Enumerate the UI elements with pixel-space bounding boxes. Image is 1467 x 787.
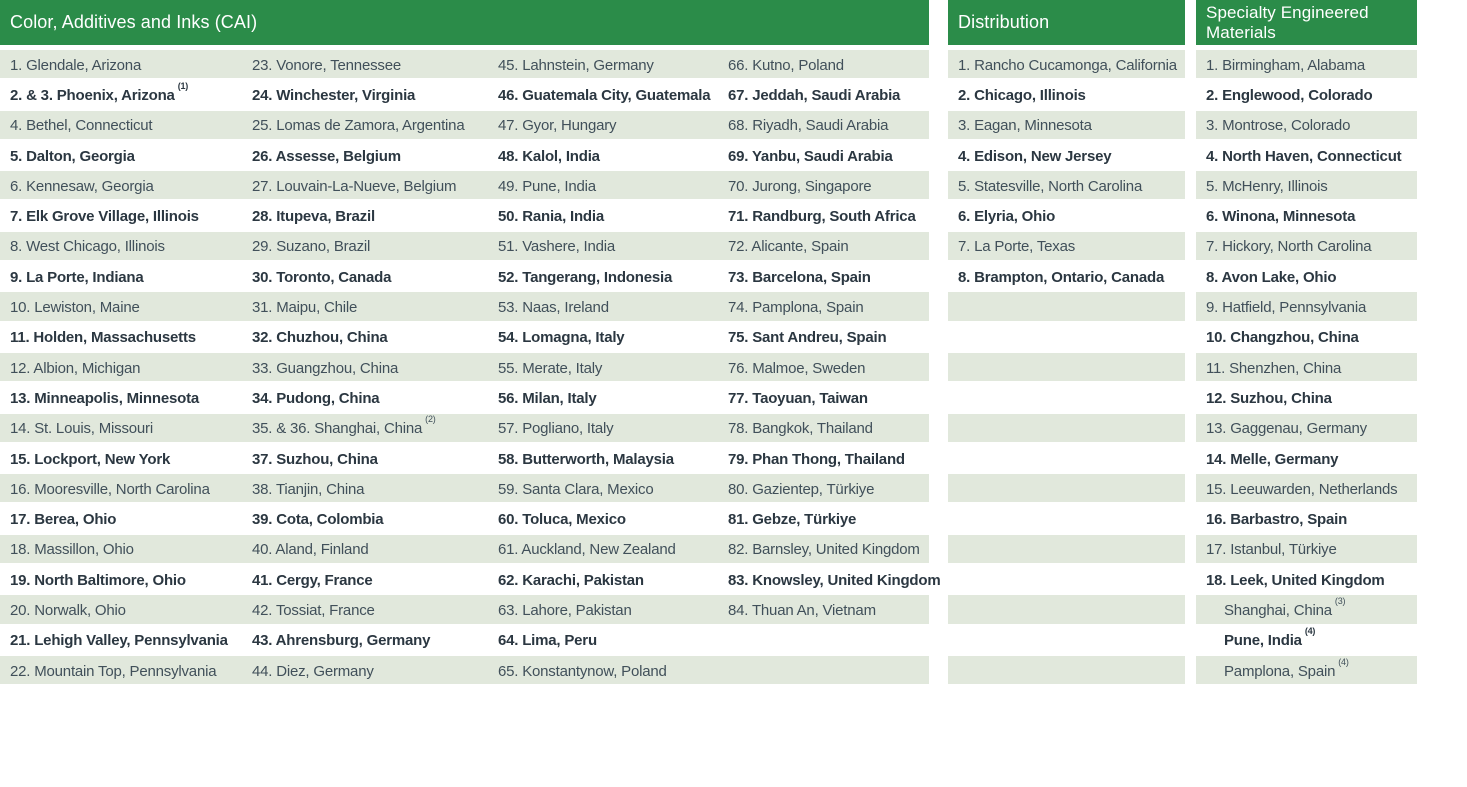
- location-label: 61. Auckland, New Zealand: [498, 541, 676, 559]
- location-label: 41. Cergy, France: [252, 571, 373, 589]
- location-label: 40. Aland, Finland: [252, 541, 369, 559]
- location-label: 2. Englewood, Colorado: [1206, 86, 1373, 104]
- location-label: 9. La Porte, Indiana: [10, 268, 144, 286]
- location-label: 6. Winona, Minnesota: [1206, 208, 1356, 226]
- location-cell: [948, 178, 1142, 195]
- location-label: 12. Albion, Michigan: [10, 359, 141, 377]
- location-label: 5. McHenry, Illinois: [1206, 177, 1328, 195]
- location-label: 74. Pamplona, Spain: [728, 299, 864, 317]
- footnote-superscript: (2): [425, 414, 436, 425]
- location-label: 54. Lomagna, Italy: [498, 329, 625, 347]
- location-cell: [242, 57, 488, 74]
- location-cell: [1196, 626, 1316, 650]
- table-row: [948, 171, 1185, 201]
- table-row: [948, 292, 1185, 322]
- table-row: [0, 444, 929, 474]
- table-row: [948, 626, 1185, 656]
- table-row: [948, 262, 1185, 292]
- location-cell: [1196, 329, 1359, 346]
- location-cell: [1196, 57, 1365, 74]
- location-cell: [948, 148, 1111, 165]
- location-cell: [488, 541, 718, 558]
- location-label: 6. Elyria, Ohio: [958, 208, 1056, 226]
- table-row: [0, 535, 929, 565]
- location-cell: [488, 299, 718, 316]
- footnote-superscript: (3): [1334, 595, 1346, 606]
- location-cell: [1196, 420, 1367, 437]
- location-cell: [0, 329, 242, 346]
- sem-rows: [1196, 50, 1417, 686]
- table-row: [948, 656, 1185, 686]
- location-cell: [488, 572, 718, 589]
- table-row: [948, 383, 1185, 413]
- location-label: 21. Lehigh Valley, Pennsylvania: [10, 632, 228, 650]
- table-row: [0, 262, 929, 292]
- location-label: 2. & 3. Phoenix, Arizona: [10, 86, 175, 104]
- location-label: 10. Changzhou, China: [1206, 329, 1359, 347]
- location-label: 58. Butterworth, Malaysia: [498, 450, 674, 468]
- table-row: [0, 292, 929, 322]
- location-label: 72. Alicante, Spain: [728, 238, 849, 256]
- location-label: 68. Riyadh, Saudi Arabia: [728, 117, 889, 135]
- footnote-superscript: (4): [1338, 656, 1349, 667]
- location-label: 4. North Haven, Connecticut: [1206, 147, 1402, 165]
- location-cell: [242, 117, 488, 134]
- location-label: 1. Rancho Cucamonga, California: [958, 56, 1177, 74]
- table-row: [948, 565, 1185, 595]
- table-row: [1196, 565, 1417, 595]
- table-row: [1196, 414, 1417, 444]
- location-cell: [0, 269, 242, 286]
- location-cell: [488, 451, 718, 468]
- location-label: 60. Toluca, Mexico: [498, 511, 626, 529]
- distribution-rows: [948, 50, 1185, 686]
- table-row: [0, 80, 929, 110]
- location-cell: [488, 87, 718, 104]
- location-label: 56. Milan, Italy: [498, 389, 597, 407]
- location-label: 13. Gaggenau, Germany: [1206, 420, 1367, 438]
- location-cell: [1196, 208, 1355, 225]
- location-cell: [242, 269, 488, 286]
- location-label: 70. Jurong, Singapore: [728, 177, 872, 195]
- location-cell: [718, 481, 929, 498]
- table-row: [948, 141, 1185, 171]
- location-cell: [488, 602, 718, 619]
- location-cell: [242, 238, 488, 255]
- location-cell: [242, 148, 488, 165]
- location-cell: [1196, 269, 1336, 286]
- table-row: [1196, 111, 1417, 141]
- location-label: 39. Cota, Colombia: [252, 511, 384, 529]
- table-row: [0, 504, 929, 534]
- location-cell: [242, 541, 488, 558]
- location-label: 26. Assesse, Belgium: [252, 147, 401, 165]
- location-label: 38. Tianjin, China: [252, 480, 365, 498]
- location-cell: [0, 420, 242, 437]
- location-label: 57. Pogliano, Italy: [498, 420, 614, 438]
- location-label: 17. Istanbul, Türkiye: [1206, 541, 1337, 559]
- location-cell: [948, 238, 1075, 255]
- location-label: 51. Vashere, India: [498, 238, 616, 256]
- sem-section-header: Specialty Engineered Materials: [1196, 0, 1417, 45]
- location-label: 5. Statesville, North Carolina: [958, 177, 1143, 195]
- location-label: 81. Gebze, Türkiye: [728, 511, 857, 529]
- table-row: [0, 232, 929, 262]
- table-row: [0, 626, 929, 656]
- location-label: 15. Leeuwarden, Netherlands: [1206, 480, 1398, 498]
- table-row: [0, 323, 929, 353]
- location-cell: [488, 238, 718, 255]
- location-label: 18. Massillon, Ohio: [10, 541, 134, 559]
- location-label: 10. Lewiston, Maine: [10, 299, 140, 317]
- table-row: [0, 565, 941, 595]
- location-cell: [718, 208, 929, 225]
- location-cell: [1196, 87, 1372, 104]
- location-label: 24. Winchester, Virginia: [252, 86, 416, 104]
- cai-section-header: Color, Additives and Inks (CAI): [0, 0, 929, 45]
- location-cell: [242, 451, 488, 468]
- section-specialty-engineered-materials: [1196, 0, 1417, 686]
- location-label: 52. Tangerang, Indonesia: [498, 268, 673, 286]
- table-row: [1196, 232, 1417, 262]
- location-label: 47. Gyor, Hungary: [498, 117, 617, 135]
- location-label: Pamplona, Spain: [1224, 662, 1336, 680]
- location-label: 77. Taoyuan, Taiwan: [728, 389, 868, 407]
- location-cell: [242, 208, 488, 225]
- table-row: [948, 201, 1185, 231]
- location-cell: [488, 208, 718, 225]
- table-row: [948, 232, 1185, 262]
- location-cell: [0, 238, 242, 255]
- table-row: [0, 414, 929, 444]
- location-cell: [718, 451, 929, 468]
- location-cell: [0, 572, 242, 589]
- location-cell: [0, 80, 242, 104]
- location-label: 44. Diez, Germany: [252, 662, 374, 680]
- location-label: 30. Toronto, Canada: [252, 268, 392, 286]
- location-cell: [0, 481, 242, 498]
- table-row: [1196, 656, 1417, 686]
- location-label: Shanghai, China: [1224, 601, 1332, 619]
- table-row: [948, 353, 1185, 383]
- location-label: 42. Tossiat, France: [252, 601, 375, 619]
- location-cell: [1196, 656, 1349, 680]
- location-cell: [718, 178, 929, 195]
- location-cell: [242, 414, 488, 438]
- location-label: 7. Elk Grove Village, Illinois: [10, 208, 199, 226]
- location-cell: [242, 360, 488, 377]
- location-cell: [488, 390, 718, 407]
- location-label: 8. West Chicago, Illinois: [10, 238, 165, 256]
- table-row: [1196, 201, 1417, 231]
- location-label: 1. Birmingham, Alabama: [1206, 56, 1366, 74]
- location-cell: [948, 269, 1164, 286]
- location-cell: [0, 360, 242, 377]
- location-cell: [718, 329, 929, 346]
- location-cell: [242, 329, 488, 346]
- location-cell: [0, 632, 242, 649]
- location-label: 84. Thuan An, Vietnam: [728, 601, 876, 619]
- location-cell: [0, 148, 242, 165]
- location-cell: [718, 572, 940, 589]
- location-cell: [488, 481, 718, 498]
- location-label: 27. Louvain-La-Nueve, Belgium: [252, 177, 457, 195]
- location-cell: [1196, 481, 1397, 498]
- location-cell: [0, 208, 242, 225]
- location-cell: [488, 329, 718, 346]
- location-cell: [0, 57, 242, 74]
- table-row: [948, 80, 1185, 110]
- footnote-superscript: (1): [177, 80, 189, 91]
- location-cell: [718, 269, 929, 286]
- location-label: 17. Berea, Ohio: [10, 511, 117, 529]
- location-label: 23. Vonore, Tennessee: [252, 56, 401, 74]
- location-cell: [1196, 178, 1328, 195]
- location-label: 45. Lahnstein, Germany: [498, 56, 654, 74]
- location-cell: [0, 117, 242, 134]
- location-label: 7. La Porte, Texas: [958, 238, 1076, 256]
- location-cell: [718, 117, 929, 134]
- table-row: [948, 535, 1185, 565]
- location-cell: [488, 178, 718, 195]
- table-row: [0, 383, 929, 413]
- location-cell: [1196, 148, 1401, 165]
- location-cell: [242, 87, 488, 104]
- location-cell: [1196, 390, 1332, 407]
- location-cell: [718, 57, 929, 74]
- location-label: 48. Kalol, India: [498, 147, 600, 165]
- table-row: [1196, 504, 1417, 534]
- location-cell: [488, 269, 718, 286]
- location-cell: [242, 299, 488, 316]
- location-cell: [1196, 299, 1366, 316]
- location-cell: [718, 148, 929, 165]
- location-cell: [1196, 360, 1341, 377]
- location-cell: [488, 663, 718, 680]
- location-cell: [1196, 541, 1337, 558]
- location-label: 14. Melle, Germany: [1206, 450, 1339, 468]
- location-label: 65. Konstantynow, Poland: [498, 662, 667, 680]
- location-cell: [0, 663, 242, 680]
- location-label: 69. Yanbu, Saudi Arabia: [728, 147, 893, 165]
- table-row: [1196, 444, 1417, 474]
- location-label: 62. Karachi, Pakistan: [498, 571, 644, 589]
- location-label: 11. Shenzhen, China: [1206, 359, 1342, 377]
- location-label: 8. Avon Lake, Ohio: [1206, 268, 1337, 286]
- location-cell: [488, 148, 718, 165]
- location-label: 63. Lahore, Pakistan: [498, 601, 632, 619]
- location-cell: [488, 511, 718, 528]
- location-label: 34. Pudong, China: [252, 389, 380, 407]
- location-cell: [0, 299, 242, 316]
- location-label: 3. Montrose, Colorado: [1206, 117, 1351, 135]
- location-label: 71. Randburg, South Africa: [728, 208, 916, 226]
- location-label: 16. Barbastro, Spain: [1206, 511, 1348, 529]
- location-label: 75. Sant Andreu, Spain: [728, 329, 887, 347]
- location-cell: [488, 57, 718, 74]
- cai-rows: [0, 50, 941, 686]
- location-cell: [1196, 511, 1347, 528]
- table-row: [948, 323, 1185, 353]
- location-cell: [0, 178, 242, 195]
- location-label: 83. Knowsley, United Kingdom: [728, 571, 941, 589]
- location-cell: [242, 632, 488, 649]
- location-cell: [0, 541, 242, 558]
- location-label: 3. Eagan, Minnesota: [958, 117, 1092, 135]
- location-cell: [242, 663, 488, 680]
- location-label: 66. Kutno, Poland: [728, 56, 844, 74]
- location-cell: [1196, 595, 1346, 619]
- location-label: 32. Chuzhou, China: [252, 329, 388, 347]
- location-cell: [488, 117, 718, 134]
- location-cell: [718, 360, 929, 377]
- location-label: 1. Glendale, Arizona: [10, 56, 142, 74]
- table-row: [1196, 535, 1417, 565]
- location-cell: [0, 511, 242, 528]
- location-label: 12. Suzhou, China: [1206, 389, 1332, 407]
- location-label: 37. Suzhou, China: [252, 450, 378, 468]
- table-row: [0, 353, 929, 383]
- location-cell: [488, 632, 718, 649]
- table-row: [1196, 383, 1417, 413]
- table-row: [948, 50, 1185, 80]
- table-row: [0, 474, 929, 504]
- location-cell: [242, 602, 488, 619]
- location-label: 9. Hatfield, Pennsylvania: [1206, 299, 1367, 317]
- table-row: [1196, 474, 1417, 504]
- table-row: [0, 111, 929, 141]
- location-cell: [718, 420, 929, 437]
- table-row: [948, 111, 1185, 141]
- location-label: 35. & 36. Shanghai, China: [252, 420, 423, 438]
- location-label: 67. Jeddah, Saudi Arabia: [728, 86, 901, 104]
- location-label: 59. Santa Clara, Mexico: [498, 480, 654, 498]
- location-label: 14. St. Louis, Missouri: [10, 420, 153, 438]
- table-row: [1196, 323, 1417, 353]
- location-cell: [488, 420, 718, 437]
- location-label: 16. Mooresville, North Carolina: [10, 480, 210, 498]
- table-row: [1196, 595, 1417, 625]
- location-cell: [0, 390, 242, 407]
- distribution-section-header: Distribution: [948, 0, 1185, 45]
- location-cell: [242, 390, 488, 407]
- location-label: 11. Holden, Massachusetts: [10, 329, 196, 347]
- table-row: [948, 474, 1185, 504]
- table-row: [948, 595, 1185, 625]
- location-cell: [1196, 451, 1338, 468]
- location-cell: [242, 481, 488, 498]
- table-row: [0, 201, 929, 231]
- location-label: 6. Kennesaw, Georgia: [10, 177, 154, 195]
- location-label: 4. Bethel, Connecticut: [10, 117, 153, 135]
- location-label: 46. Guatemala City, Guatemala: [498, 86, 711, 104]
- location-label: 5. Dalton, Georgia: [10, 147, 135, 165]
- location-label: 43. Ahrensburg, Germany: [252, 632, 431, 650]
- location-label: 20. Norwalk, Ohio: [10, 601, 126, 619]
- location-cell: [948, 87, 1086, 104]
- footnote-superscript: (4): [1304, 626, 1316, 637]
- location-label: 78. Bangkok, Thailand: [728, 420, 873, 438]
- table-row: [1196, 626, 1417, 656]
- location-label: 31. Maipu, Chile: [252, 299, 358, 317]
- table-row: [948, 504, 1185, 534]
- location-cell: [242, 511, 488, 528]
- location-cell: [718, 541, 929, 558]
- location-label: 82. Barnsley, United Kingdom: [728, 541, 920, 559]
- location-label: 80. Gazientep, Türkiye: [728, 480, 875, 498]
- location-label: Pune, India: [1224, 632, 1302, 650]
- table-row: [1196, 141, 1417, 171]
- table-row: [0, 595, 929, 625]
- location-cell: [948, 117, 1092, 134]
- location-label: 15. Lockport, New York: [10, 450, 171, 468]
- location-cell: [0, 451, 242, 468]
- location-label: 2. Chicago, Illinois: [958, 86, 1086, 104]
- location-label: 73. Barcelona, Spain: [728, 268, 871, 286]
- table-row: [1196, 262, 1417, 292]
- table-row: [0, 50, 929, 80]
- table-row: [1196, 80, 1417, 110]
- location-cell: [488, 360, 718, 377]
- location-cell: [242, 572, 488, 589]
- table-row: [1196, 50, 1417, 80]
- location-cell: [948, 57, 1177, 74]
- location-label: 79. Phan Thong, Thailand: [728, 450, 905, 468]
- location-cell: [718, 602, 929, 619]
- location-cell: [242, 178, 488, 195]
- table-row: [0, 171, 929, 201]
- location-cell: [718, 299, 929, 316]
- location-label: 50. Rania, India: [498, 208, 605, 226]
- location-cell: [718, 238, 929, 255]
- location-label: 55. Merate, Italy: [498, 359, 603, 377]
- location-cell: [718, 87, 929, 104]
- table-row: [1196, 292, 1417, 322]
- location-label: 76. Malmoe, Sweden: [728, 359, 866, 377]
- location-label: 28. Itupeva, Brazil: [252, 208, 375, 226]
- location-label: 4. Edison, New Jersey: [958, 147, 1112, 165]
- location-cell: [948, 208, 1055, 225]
- table-row: [1196, 171, 1417, 201]
- table-row: [0, 141, 929, 171]
- location-label: 64. Lima, Peru: [498, 632, 597, 650]
- section-distribution: [948, 0, 1185, 686]
- table-row: [948, 414, 1185, 444]
- location-cell: [1196, 238, 1371, 255]
- location-label: 22. Mountain Top, Pennsylvania: [10, 662, 217, 680]
- table-row: [0, 656, 929, 686]
- location-cell: [0, 602, 242, 619]
- location-label: 8. Brampton, Ontario, Canada: [958, 268, 1165, 286]
- location-cell: [718, 511, 929, 528]
- location-label: 7. Hickory, North Carolina: [1206, 238, 1372, 256]
- location-label: 19. North Baltimore, Ohio: [10, 571, 186, 589]
- location-label: 53. Naas, Ireland: [498, 299, 609, 317]
- location-cell: [1196, 572, 1385, 589]
- table-row: [948, 444, 1185, 474]
- location-label: 49. Pune, India: [498, 177, 596, 195]
- location-label: 29. Suzano, Brazil: [252, 238, 371, 256]
- location-label: 25. Lomas de Zamora, Argentina: [252, 117, 465, 135]
- location-label: 13. Minneapolis, Minnesota: [10, 389, 200, 407]
- location-label: 33. Guangzhou, China: [252, 359, 399, 377]
- table-row: [1196, 353, 1417, 383]
- location-label: 18. Leek, United Kingdom: [1206, 571, 1385, 589]
- location-cell: [718, 390, 929, 407]
- location-cell: [1196, 117, 1350, 134]
